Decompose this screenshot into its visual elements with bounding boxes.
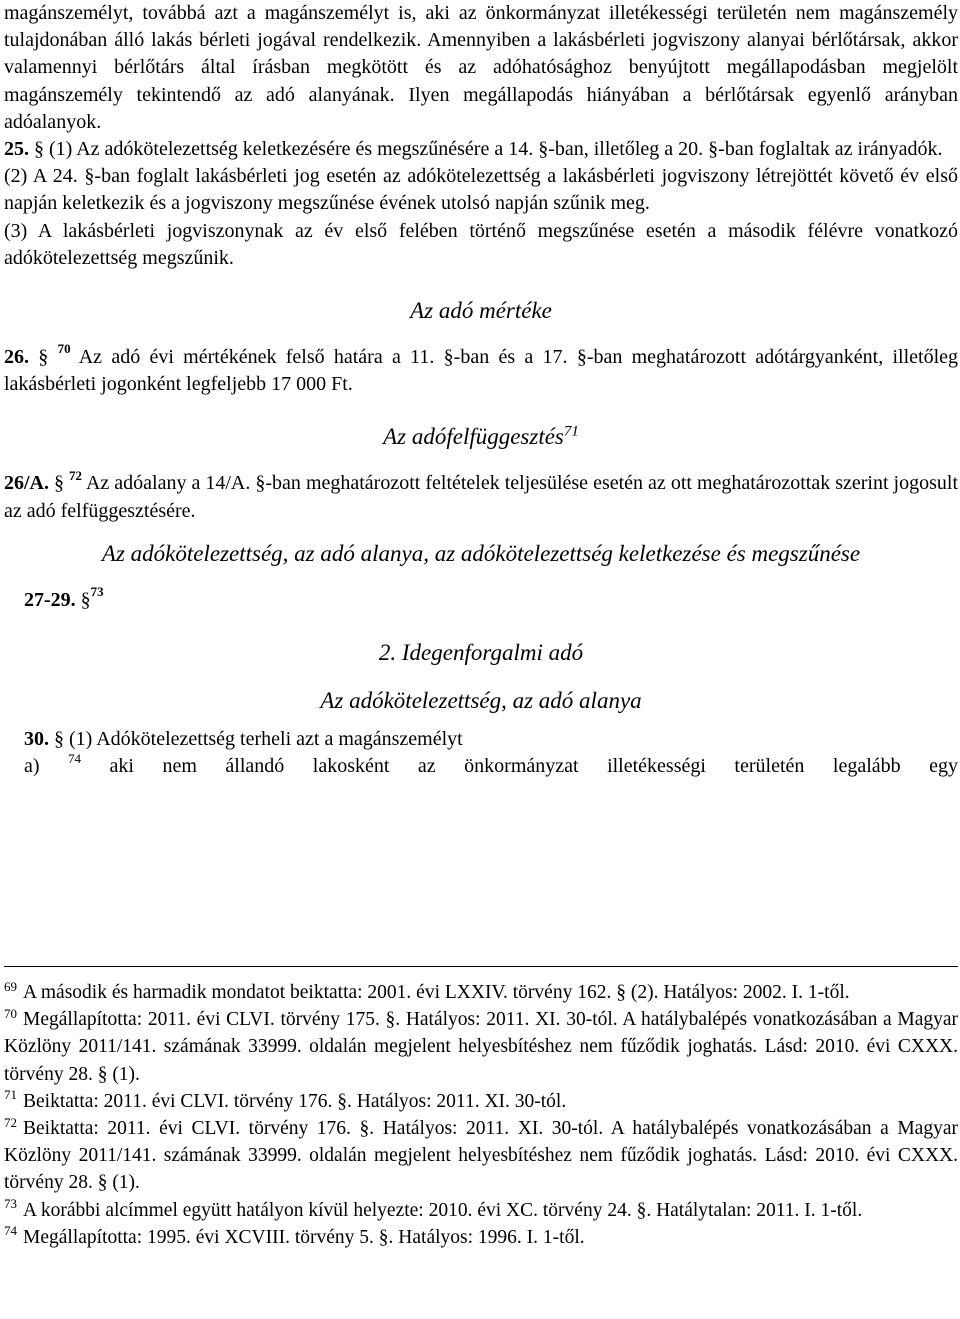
section-sign: § [54,472,65,495]
footnote-divider [4,966,958,967]
footnote-73 [4,1197,958,1224]
section-25-text-1: § (1) Az adókötelezettség keletkezésére és megszűnésére a 14. §-ban, illetőleg a 20. §-ban foglaltak az irányadók. [34,138,943,161]
footnote-number: 74 [4,1223,17,1239]
footnote-number: 71 [4,1087,17,1103]
heading-subject: Az adókötelezettség, az adó alanya [320,688,642,714]
section-25-paragraph-3: (3) A lakásbérleti jogviszonynak az év első felében történő megszűnése esetén a második félévre vonatkozó adókötelezettség megszűnik. [4,219,958,269]
section-30-text: § (1) Adókötelezettség terheli azt a magánszemélyt [54,728,463,751]
footnote-number: 73 [4,1196,17,1212]
document-body [4,0,958,780]
footnote-69 [4,979,958,1006]
footnote-ref-71[interactable]: 71 [563,423,579,440]
footnote-72 [4,1115,958,1197]
heading-obligation: Az adókötelezettség, az adó alanya, az adókötelezettség keletkezése és megszűnése [101,540,861,566]
footnote-71 [4,1088,958,1115]
footnote-text: Beiktatta: 2011. évi CLVI. törvény 176. §. Hatályos: 2011. XI. 30-tól. [23,1090,567,1112]
footnote-70 [4,1006,958,1088]
section-26a-paragraph [4,467,959,524]
section-25-number: 25. [4,138,29,161]
section-30-item-a-text: aki nem állandó lakosként az önkormányzat illetékességi területén legalább egy [109,755,959,778]
footnote-text: A második és harmadik mondatot beiktatta: 2001. évi LXXIV. törvény 162. § (2). Hatályos: 2002. I. 1-től. [23,982,850,1003]
section-26-text: Az adó évi mértékének felső határa a 11. §-ban és a 17. §-ban meghatározott adótárgyanként, illetőleg lakásbérleti jogonként legfeljebb 17 000 Ft. [4,346,959,396]
footnote-text: Megállapította: 2011. évi CLVI. törvény 175. §. Hatályos: 2011. XI. 30-tól. A hatálybalépés vonatkozásában a Magyar Közlöny 2011/141. számának 33999. oldalán megjelent helyesbítéshez nem fűződik joghatás. Lásd: 2010. évi CXXX. törvény 28. § (1). [4,1009,958,1085]
section-30-number: 30. [24,728,49,751]
footnote-74 [4,1224,958,1251]
paragraph-continued: magánszemélyt, továbbá azt a magánszemélyt is, aki az önkormányzat illetékességi területén nem magánszemély tulajdonában álló lakás bérleti jogával rendelkezik. Amennyiben a lakásbérleti jogviszony alanyai bérlőtársak, akkor valamennyi bérlőtárs által írásban megkötött és az adóhatósághoz benyújtott megállapodásban megjelölt magánszemély tekintendő az adó alanyának. Ilyen megállapodás hiányában a bérlőtársak egyenlő arányban adóalanyok. [4,2,958,133]
section-26-number: 26. [4,346,29,369]
section-sign: § [80,588,91,611]
footnote-number: 69 [4,978,17,994]
section-26a-text: Az adóalany a 14/A. §-ban meghatározott feltételek teljesülése esetén az ott meghatározottak szerint jogosult az adó felfüggesztésére. [4,472,959,522]
footnotes [4,979,958,1251]
heading-tax-rate: Az adó mértéke [410,298,552,324]
item-label-a: a) [24,755,40,778]
footnote-text: Megállapította: 1995. évi XCVIII. törvény 5. §. Hatályos: 1996. I. 1-től. [23,1226,585,1248]
footnote-ref-72[interactable]: 72 [69,467,83,483]
section-26-paragraph [4,341,959,398]
section-26a-number: 26/A. [4,472,49,495]
footnote-text: A korábbi alcímmel együtt hatályon kívül helyezte: 2010. évi XC. törvény 24. §. Hatálytalan: 2011. I. 1-től. [23,1199,863,1221]
heading-tax-suspension [4,422,958,452]
footnote-ref-70[interactable]: 70 [57,341,71,357]
section-sign: § [38,346,49,369]
section-27-29-number: 27-29. [24,588,76,611]
heading-tax-suspension-text: Az adófelfüggesztés [383,424,564,450]
section-25-paragraph-2: (2) A 24. §-ban foglalt lakásbérleti jog esetén az adókötelezettség a lakásbérleti jogviszony létrejöttét követő év első napján keletkezik és a jogviszony megszűnése évének utolsó napján szűnik meg. [4,165,958,215]
heading-tourism-tax: 2. Idegenforgalmi adó [378,640,584,666]
section-27-29-paragraph [4,584,958,614]
footnote-ref-74[interactable]: 74 [68,750,82,766]
section-30-paragraph [4,726,958,753]
footnote-number: 72 [4,1114,17,1130]
footnote-number: 70 [4,1005,17,1021]
footnote-ref-73[interactable]: 73 [90,584,104,600]
section-25-paragraph-1 [4,136,958,163]
section-30-item-a [4,750,959,780]
footnote-text: Beiktatta: 2011. évi CLVI. törvény 176. §. Hatályos: 2011. XI. 30-tól. A hatálybalépés vonatkozásában a Magyar Közlöny 2011/141. számának 33999. oldalán megjelent helyesbítéshez nem fűződik joghatás. Lásd: 2010. évi CXXX. törvény 28. § (1). [4,1118,958,1194]
